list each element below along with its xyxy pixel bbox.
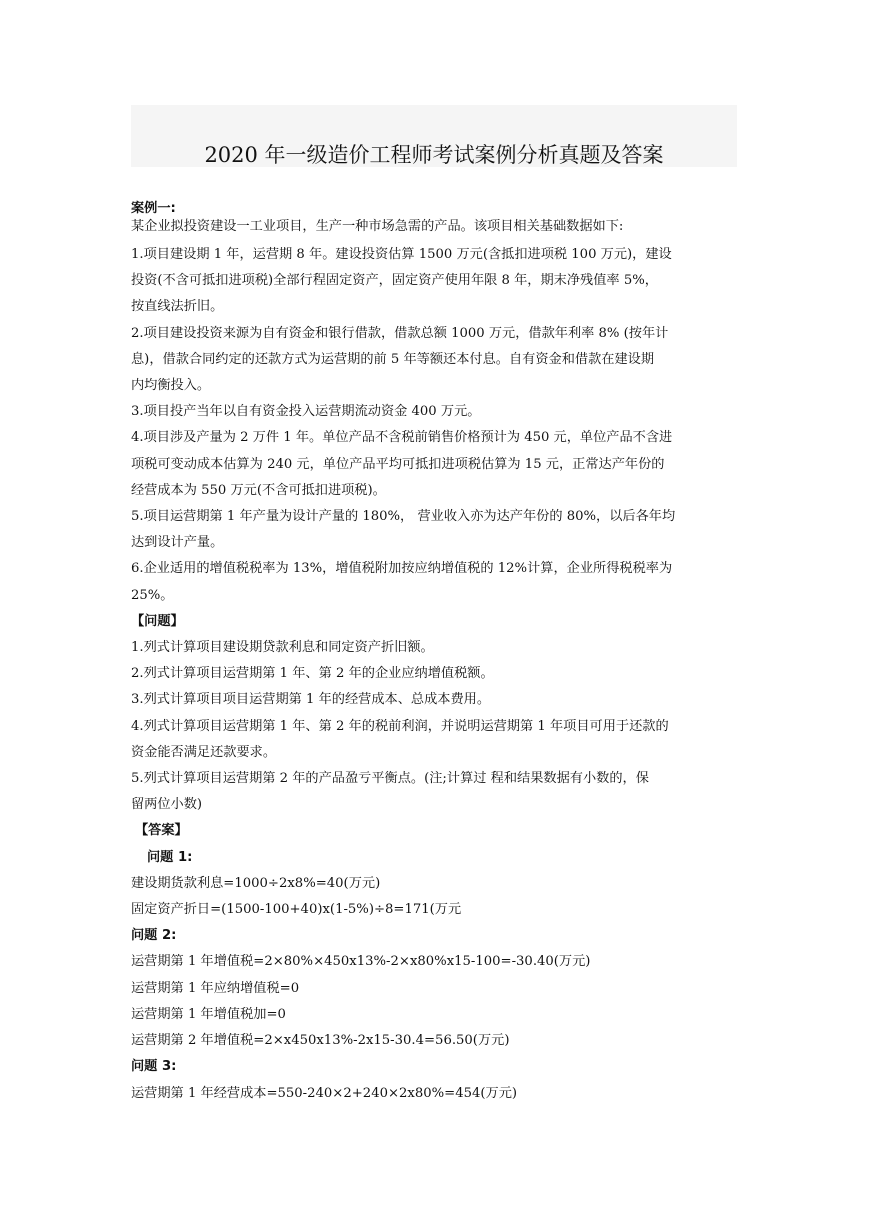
answer-line: 固定资产折日=(1500-100+40)x(1-5%)÷8=171(万元: [131, 902, 462, 918]
condition-line: 经营成本为 550 万元(不含可抵扣进项税)。: [131, 482, 386, 498]
answer-line: 运营期第 1 年经营成本=550-240×2+240×2x80%=454(万元): [131, 1085, 518, 1101]
page-title: 2020 年一级造价工程师考试案例分析真题及答案: [204, 143, 664, 167]
condition-line: 1.项目建设期 1 年，运营期 8 年。建设投资估算 1500 万元(含抵扣进项税 100 万元)，建设: [131, 247, 672, 262]
document-body: [131, 200, 739, 1107]
questions-list: [131, 635, 739, 818]
answer-line: 运营期第 1 年增值税=2×80%×450x13%-2×x80%x15-100=-30.40(万元): [131, 954, 591, 970]
condition-line: 达到设计产量。: [131, 535, 224, 551]
question-line: 资金能否满足还款要求。: [131, 744, 277, 760]
answer-line: 建设期货款利息=1000÷2x8%=40(万元): [131, 875, 381, 891]
question-line: 3.列式计算项目项目运营期第 1 年的经营成本、总成本费用。: [131, 692, 491, 708]
condition-line: 25%。: [131, 587, 174, 603]
answers-section: [131, 845, 739, 1107]
question-line: 1.列式计算项目建设期贷款利息和同定资产折旧额。: [131, 640, 434, 656]
condition-line: 息)，借款合同约定的还款方式为运营期的前 5 年等额还本付息。自有资金和借款在建设期: [131, 351, 655, 367]
condition-line: 2.项目建设投资来源为自有资金和银行借款，借款总额 1000 万元，借款年利率 8% (按年计: [131, 325, 669, 341]
condition-line: 6.企业适用的增值税税率为 13%，增值税附加按应纳增值税的 12%计算，企业所得税税率为: [131, 561, 673, 577]
answer-2-heading: 问题 2:: [131, 928, 177, 944]
condition-line: 4.项目涉及产量为 2 万件 1 年。单位产品不含税前销售价格预计为 450 元，单位产品不含进: [131, 430, 673, 446]
question-line: 5.列式计算项目运营期第 2 年的产品盈亏平衡点。(注;计算过 程和结果数据有小数的，保: [131, 771, 649, 787]
answer-line: 运营期第 2 年增值税=2×x450x13%-2x15-30.4=56.50(万元): [131, 1033, 510, 1049]
question-line: 留两位小数): [131, 797, 203, 813]
answer-1-heading: 问题 1:: [147, 849, 193, 865]
questions-heading: 【问题】: [131, 613, 184, 629]
condition-line: 内均衡投入。: [131, 378, 211, 394]
case-heading: 案例一:: [131, 201, 176, 216]
answer-line: 运营期第 1 年增值税加=0: [131, 1006, 286, 1022]
answer-3-heading: 问题 3:: [131, 1059, 177, 1075]
condition-line: 按直线法折旧。: [131, 299, 224, 315]
case-intro: 某企业拟投资建设一工业项目，生产一种市场急需的产品。该项目相关基础数据如下:: [131, 219, 624, 234]
answer-line: 运营期第 1 年应纳增值税=0: [131, 980, 300, 996]
answer-heading: 【答案】: [135, 823, 188, 839]
question-line: 4.列式计算项目运营期第 1 年、第 2 年的税前利润，并说明运营期第 1 年项目可用于还款的: [131, 718, 669, 734]
condition-line: 投资(不含可抵扣进项税)全部行程固定资产，固定资产使用年限 8 年，期末净残值率 5%，: [131, 273, 658, 289]
condition-line: 项税可变动成本估算为 240 元，单位产品平均可抵扣进项税估算为 15 元，正常达产年份的: [131, 456, 665, 472]
question-line: 2.列式计算项目运营期第 1 年、第 2 年的企业应纳增值税额。: [131, 666, 494, 682]
condition-line: 5.项目运营期第 1 年产量为设计产量的 180%， 营业收入亦为达产年份的 80%，以后各年均: [131, 509, 676, 525]
conditions-list: [131, 242, 739, 609]
condition-line: 3.项目投产当年以自有资金投入运营期流动资金 400 万元。: [131, 404, 481, 420]
